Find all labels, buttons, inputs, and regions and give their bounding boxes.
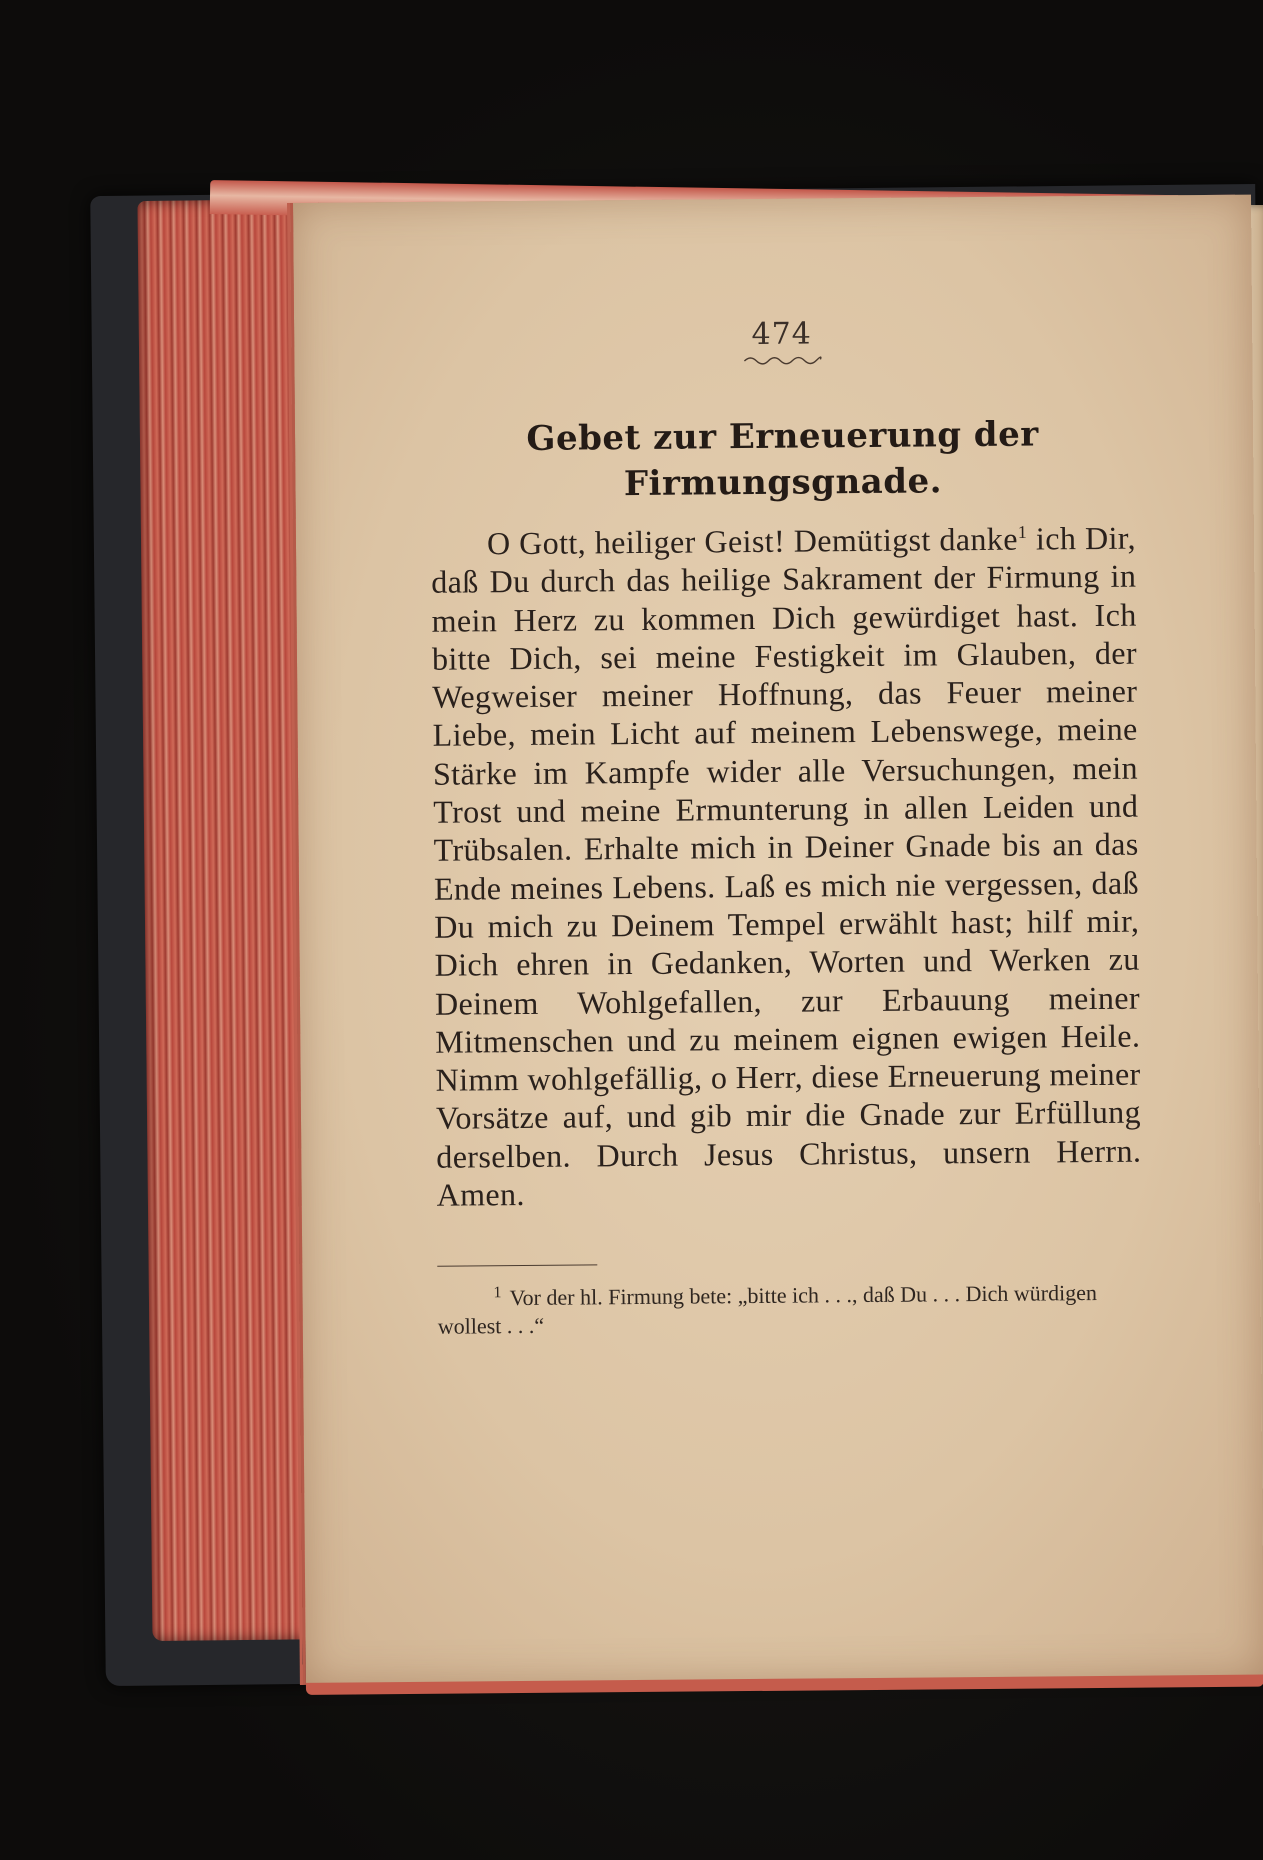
- prayer-text: [431, 519, 1142, 1214]
- book-page: [290, 195, 1263, 1685]
- prayer-text-rest: ich Dir, daß Du durch das heilige Sakrament der Firmung in mein Herz zu kommen Dich gewürdiget hast. Ich bitte Dich, sei meine Festigkeit im Glauben, der Wegweiser meiner Hoffnung, das Feuer meiner Liebe, mein Licht auf meinem Lebenswege, meine Stärke im Kampfe wider alle Versuchungen, mein Trost und meine Ermunterung in allen Leiden und Trübsalen. Erhalte mich in Deiner Gnade bis an das Ende meines Lebens. Laß es mich nie vergessen, daß Du mich zu Deinem Tempel erwählt hast; hilf mir, Dich ehren in Gedanken, Worten und Werken zu Deinem Wohlgefallen, zur Erbauung meiner Mitmenschen und zu meinem eignen ewigen Heile. Nimm wohlgefällig, o Herr, diese Erneuerung meiner Vorsätze auf, und gib mir die Gnade zur Erfüllung derselben. Durch Jesus Christus, unsern Herrn. Amen.: [431, 519, 1142, 1213]
- footnote-marker: 1: [1017, 521, 1028, 543]
- footnote-text: Vor der hl. Firmung bete: „bitte ich . . ., daß Du . . . Dich würdigen wollest . . .“: [437, 1280, 1098, 1340]
- footnote: [437, 1279, 1142, 1341]
- wavy-ornament-icon: [742, 353, 822, 368]
- footnote-divider: [437, 1265, 597, 1267]
- prayer-title: Gebet zur Erneuerung der Firmungsgnade.: [526, 414, 1039, 505]
- prayer-text-start: O Gott, heiliger Geist! Demütigst danke: [486, 520, 1018, 562]
- page-content: [429, 314, 1143, 1341]
- page-number: 474: [751, 316, 812, 352]
- footnote-number: 1: [493, 1284, 502, 1302]
